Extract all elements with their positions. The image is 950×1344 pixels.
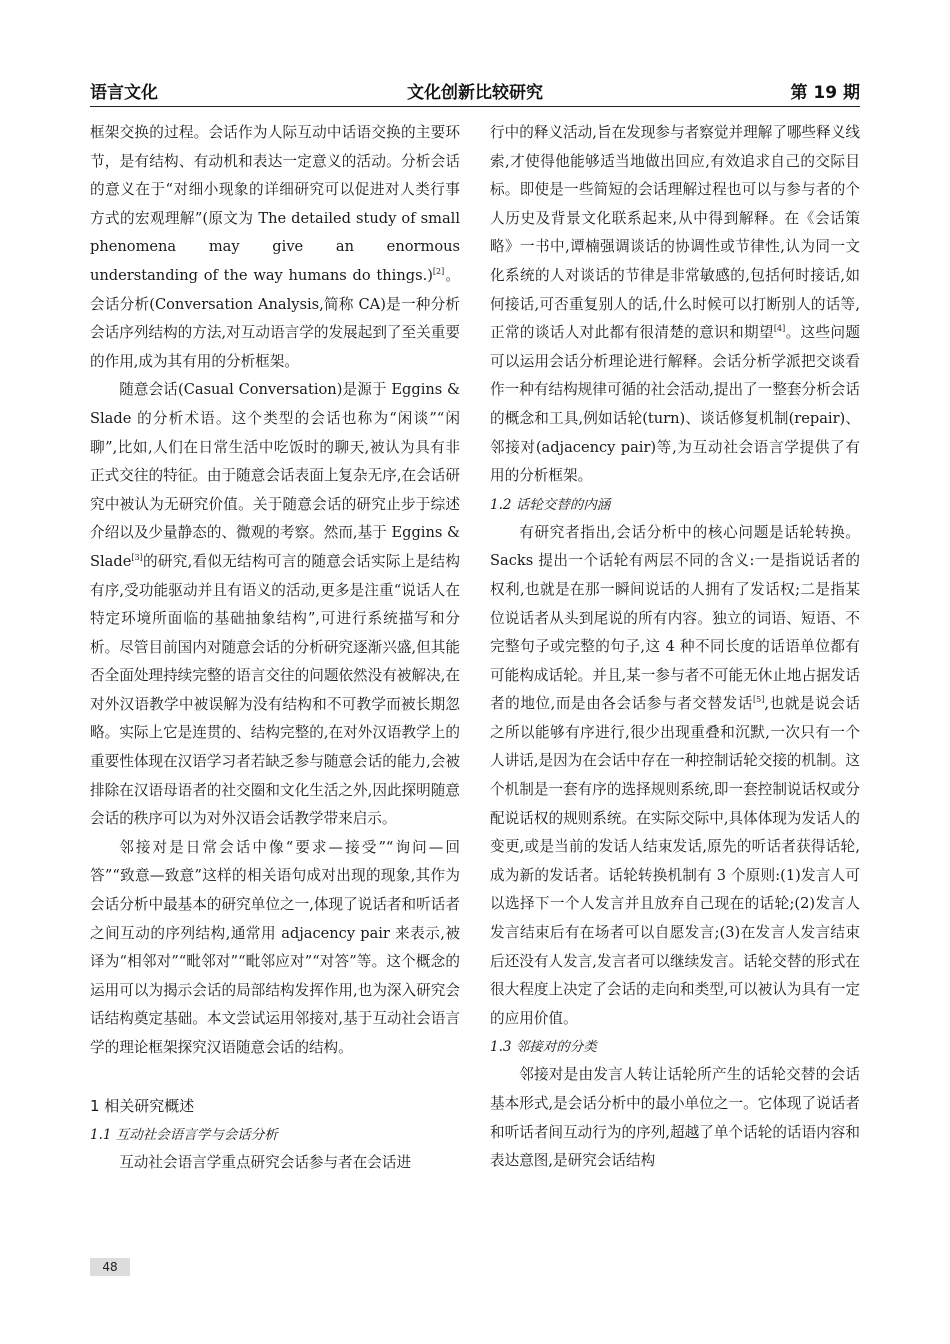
- paragraph: [90, 119, 460, 376]
- paragraph-text: 。会话分析(Conversation Analysis,简称 CA)是一种分析会话序列结构的方法,对互动语言学的发展起到了至关重要的作用,成为其有用的分析框架。: [90, 266, 460, 370]
- paragraph: 邻接对是日常会话中像“要求—接受”“询问—回答”“致意—致意”这样的相关语句成对出现的现象,其作为会话分析中最基本的研究单位之一,体现了说话者和听话者之间互动的序列结构,通常用 adjacency pair 来表示,被译为“相邻对”“毗邻对”“毗邻应对”“对答”等。这个概念的运用可以为揭示会话的局部结构发挥作用,也为深入研究会话结构奠定基础。本文尝试运用邻接对,基于互动社会语言学的理论框架探究汉语随意会话的结构。: [90, 838, 460, 1056]
- paragraph: [490, 119, 860, 491]
- header-divider: [90, 106, 860, 107]
- section-heading: 1 相关研究概述: [90, 1096, 195, 1115]
- paragraph: [490, 519, 860, 1034]
- issue-number: 第 19 期: [790, 83, 860, 103]
- paragraph: [90, 376, 460, 834]
- citation-ref: [5]: [753, 695, 765, 705]
- citation-ref: [3]: [131, 553, 143, 563]
- citation-ref: [2]: [432, 267, 445, 277]
- paragraph: 邻接对是由发言人转让话轮所产生的话轮交替的会话基本形式,是会话分析中的最小单位之一。它体现了说话者和听话者间互动行为的序列,超越了单个话轮的话语内容和表达意图,是研究会话结构: [490, 1066, 860, 1170]
- journal-title: 文化创新比较研究: [407, 83, 543, 103]
- subsection-heading: 1.2 话轮交替的内涵: [490, 496, 611, 513]
- left-column: [90, 119, 460, 1177]
- paragraph-text: 。这些问题可以运用会话分析理论进行解释。会话分析学派把交谈看作一种有结构规律可循的社会活动,提出了一整套分析会话的概念和工具,例如话轮(turn)、谈话修复机制(repair)、邻接对(adjacency pair)等,为互动社会语言学提供了有用的分析框架。: [490, 324, 860, 485]
- running-header: [90, 78, 860, 104]
- paragraph-text: 行中的释义活动,旨在发现参与者察觉并理解了哪些释义线索,才使得他能够适当地做出回应,有效追求自己的交际目标。即使是一些简短的会话理解过程也可以与参与者的个人历史及背景文化联系起来,从中得到解释。在《会话策略》一书中,谭楠强调谈话的协调性或节律性,认为同一文化系统的人对谈话的节律是非常敏感的,包括何时接话,如何接话,可否重复别人的话,什么时候可以打断别人的话等,正常的谈话人对此都有很清楚的意识和期望: [490, 124, 860, 342]
- citation-ref: [4]: [773, 324, 786, 334]
- page-number: 48: [90, 1258, 130, 1276]
- right-column: [490, 119, 860, 1176]
- paragraph-text: 随意会话(Casual Conversation)是源于 Eggins & Slade 的分析术语。这个类型的会话也称为“闲谈”“闲聊”,比如,人们在日常生活中吃饭时的聊天,被认为具有非正式交往的特征。由于随意会话表面上复杂无序,在会话研究中被认为无研究价值。关于随意会话的研究止步于综述介绍以及少量静态的、微观的考察。然而,基于 Eggins & Slade: [90, 381, 460, 570]
- paragraph: 互动社会语言学重点研究会话参与者在会话进: [119, 1153, 412, 1171]
- header-section-label: 语言文化: [90, 83, 158, 103]
- paragraph-text: 有研究者指出,会话分析中的核心问题是话轮转换。Sacks 提出一个话轮有两层不同的含义:一是指说话者的权利,也就是在那一瞬间说话的人拥有了发话权;二是指某位说话者从头到尾说的所有内容。独立的词语、短语、不完整句子或完整的句子,这 4 种不同长度的话语单位都有可能构成话轮。并且,某一参与者不可能无休止地占据发话者的地位,而是由各会话参与者交替发话: [490, 523, 860, 713]
- paragraph-text: 框架交换的过程。会话作为人际互动中话语交换的主要环节，是有结构、有动机和表达一定意义的活动。分析会话的意义在于“对细小现象的详细研究可以促进对人类行事方式的宏观理解”(原文为 The detailed study of small phenomena may give an enormous understanding of the way humans do things.): [90, 124, 460, 284]
- paragraph-text: 的研究,看似无结构可言的随意会话实际上是结构有序,受功能驱动并且有语义的活动,更多是注重“说话人在特定环境所面临的基础抽象结构”,可进行系统描写和分析。尽管目前国内对随意会话的分析研究逐渐兴盛,但其能否全面处理持续完整的语言交往的问题依然没有被解决,在对外汉语教学中被误解为没有结构和不可教学而被长期忽略。实际上它是连贯的、结构完整的,在对外汉语教学上的重要性体现在汉语学习者若缺乏参与随意会话的能力,会被排除在汉语母语者的社交圈和文化生活之外,因此探明随意会话的秩序可以为对外汉语会话教学带来启示。: [90, 552, 460, 828]
- subsection-heading: 1.1 互动社会语言学与会话分析: [90, 1126, 278, 1143]
- subsection-heading: 1.3 邻接对的分类: [490, 1039, 597, 1056]
- paragraph-text: ,也就是说会话之所以能够有序进行,很少出现重叠和沉默,一次只有一个人讲话,是因为在会话中存在一种控制话轮交接的机制。这个机制是一套有序的选择规则系统,即一套控制说话权或分配说话权的规则系统。在实际交际中,具体体现为发话人的变更,或是当前的发话人结束发话,原先的听话者获得话轮,成为新的发话者。话轮转换机制有 3 个原则:(1)发言人可以选择下一个人发言并且放弃自己现在的话轮;(2)发言人发言结束后有在场者可以自愿发言;(3)在发言人发言结束后还没有人发言,发言者可以继续发言。话轮交替的形式在很大程度上决定了会话的走向和类型,可以被认为具有一定的应用价值。: [490, 695, 861, 1027]
